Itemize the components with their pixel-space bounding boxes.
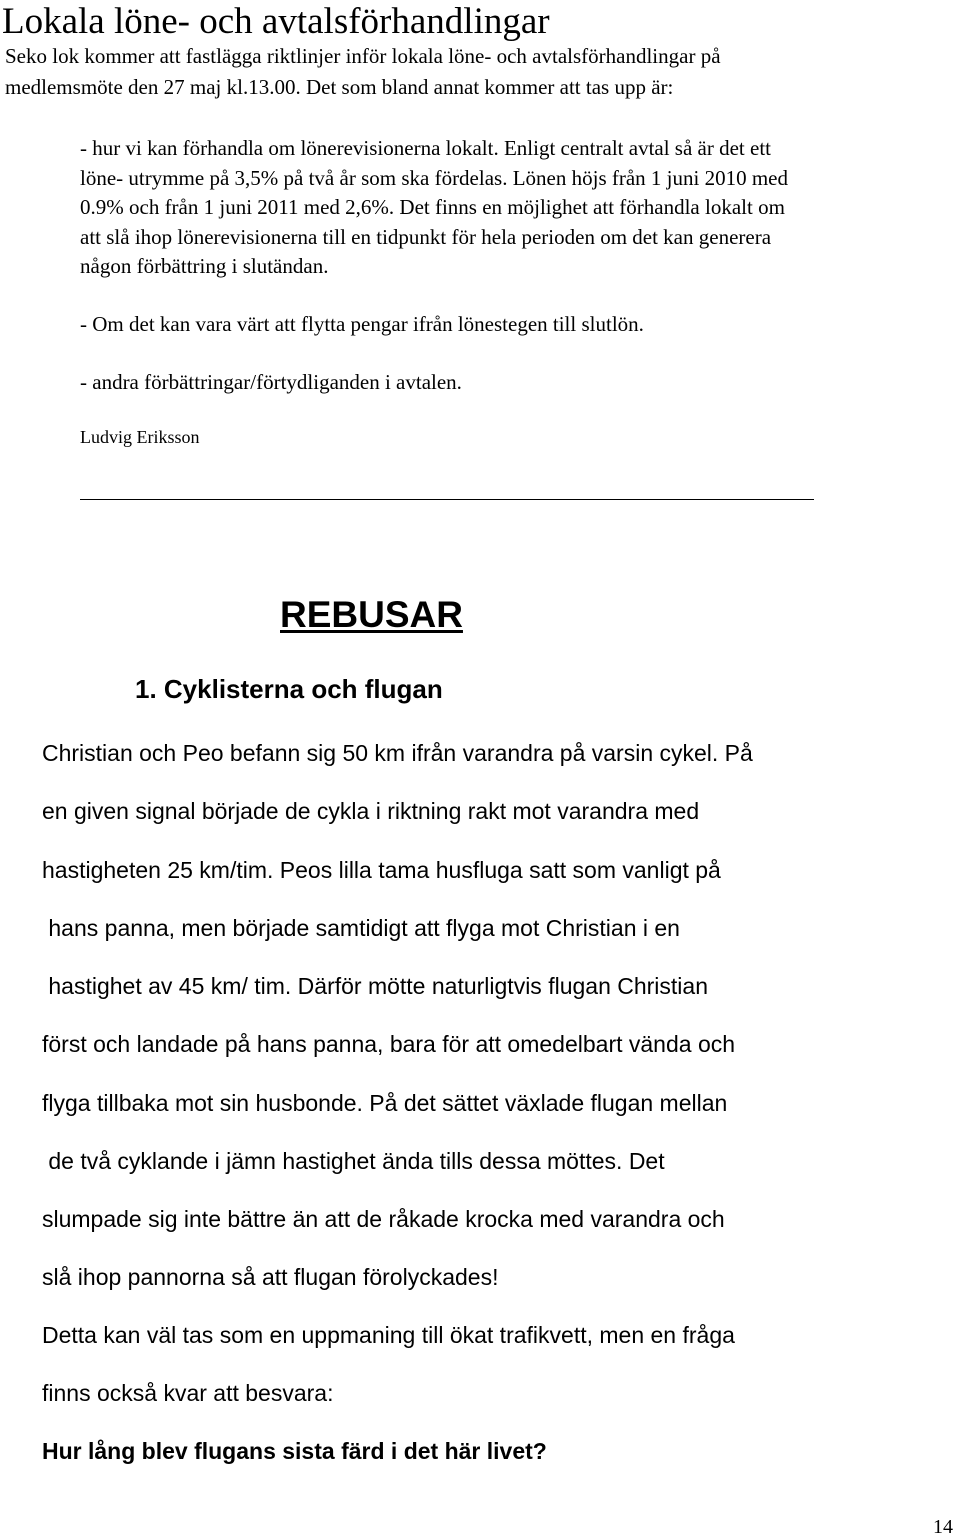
signature: Ludvig Eriksson <box>80 427 200 447</box>
puzzle-title: 1. Cyklisterna och flugan <box>135 674 443 704</box>
page-number: 14 <box>933 1516 953 1538</box>
agenda-item-2: - Om det kan vara värt att flytta pengar ifrån lönestegen till slutlön. <box>80 312 644 336</box>
story-line: hastighet av 45 km/ tim. Därför mötte naturligtvis flugan Christian <box>42 973 709 999</box>
story-line: en given signal började de cykla i riktning rakt mot varandra med <box>42 798 700 824</box>
story-line: först och landade på hans panna, bara för att omedelbart vända och <box>42 1031 736 1057</box>
story-line: hans panna, men började samtidigt att flyga mot Christian i en <box>42 915 680 941</box>
agenda-line: - hur vi kan förhandla om lönerevisionerna lokalt. Enligt centralt avtal så är det ett <box>80 136 772 160</box>
story-line: slå ihop pannorna så att flugan förolyckades! <box>42 1264 499 1290</box>
story-line: Christian och Peo befann sig 50 km ifrån varandra på varsin cykel. På <box>42 740 753 766</box>
agenda-line: 0.9% och från 1 juni 2011 med 2,6%. Det finns en möjlighet att förhandla lokalt om <box>80 195 785 219</box>
intro-line-1: Seko lok kommer att fastlägga riktlinjer inför lokala löne- och avtalsförhandlingar på <box>5 44 721 68</box>
agenda-line: löne- utrymme på 3,5% på två år som ska fördelas. Lönen höjs från 1 juni 2010 med <box>80 166 788 190</box>
story-line: de två cyklande i jämn hastighet ända tills dessa möttes. Det <box>42 1148 665 1174</box>
section-divider <box>80 499 814 500</box>
story-line: flyga tillbaka mot sin husbonde. På det sättet växlade flugan mellan <box>42 1090 728 1116</box>
agenda-item-3: - andra förbättringar/förtydliganden i avtalen. <box>80 370 462 394</box>
story-line: Detta kan väl tas som en uppmaning till ökat trafikvett, men en fråga <box>42 1322 735 1348</box>
page-title: Lokala löne- och avtalsförhandlingar <box>2 1 550 42</box>
story-line: slumpade sig inte bättre än att de råkade krocka med varandra och <box>42 1206 725 1232</box>
story-line: hastigheten 25 km/tim. Peos lilla tama husfluga satt som vanligt på <box>42 857 721 883</box>
intro-line-2: medlemsmöte den 27 maj kl.13.00. Det som bland annat kommer att tas upp är: <box>5 75 674 99</box>
agenda-line: att slå ihop lönerevisionerna till en tidpunkt för hela perioden om det kan generera <box>80 225 772 249</box>
story-line: finns också kvar att besvara: <box>42 1380 334 1406</box>
rebus-heading: REBUSAR <box>280 594 463 635</box>
agenda-line: någon förbättring i slutändan. <box>80 254 329 278</box>
puzzle-question: Hur lång blev flugans sista färd i det här livet? <box>42 1438 547 1464</box>
